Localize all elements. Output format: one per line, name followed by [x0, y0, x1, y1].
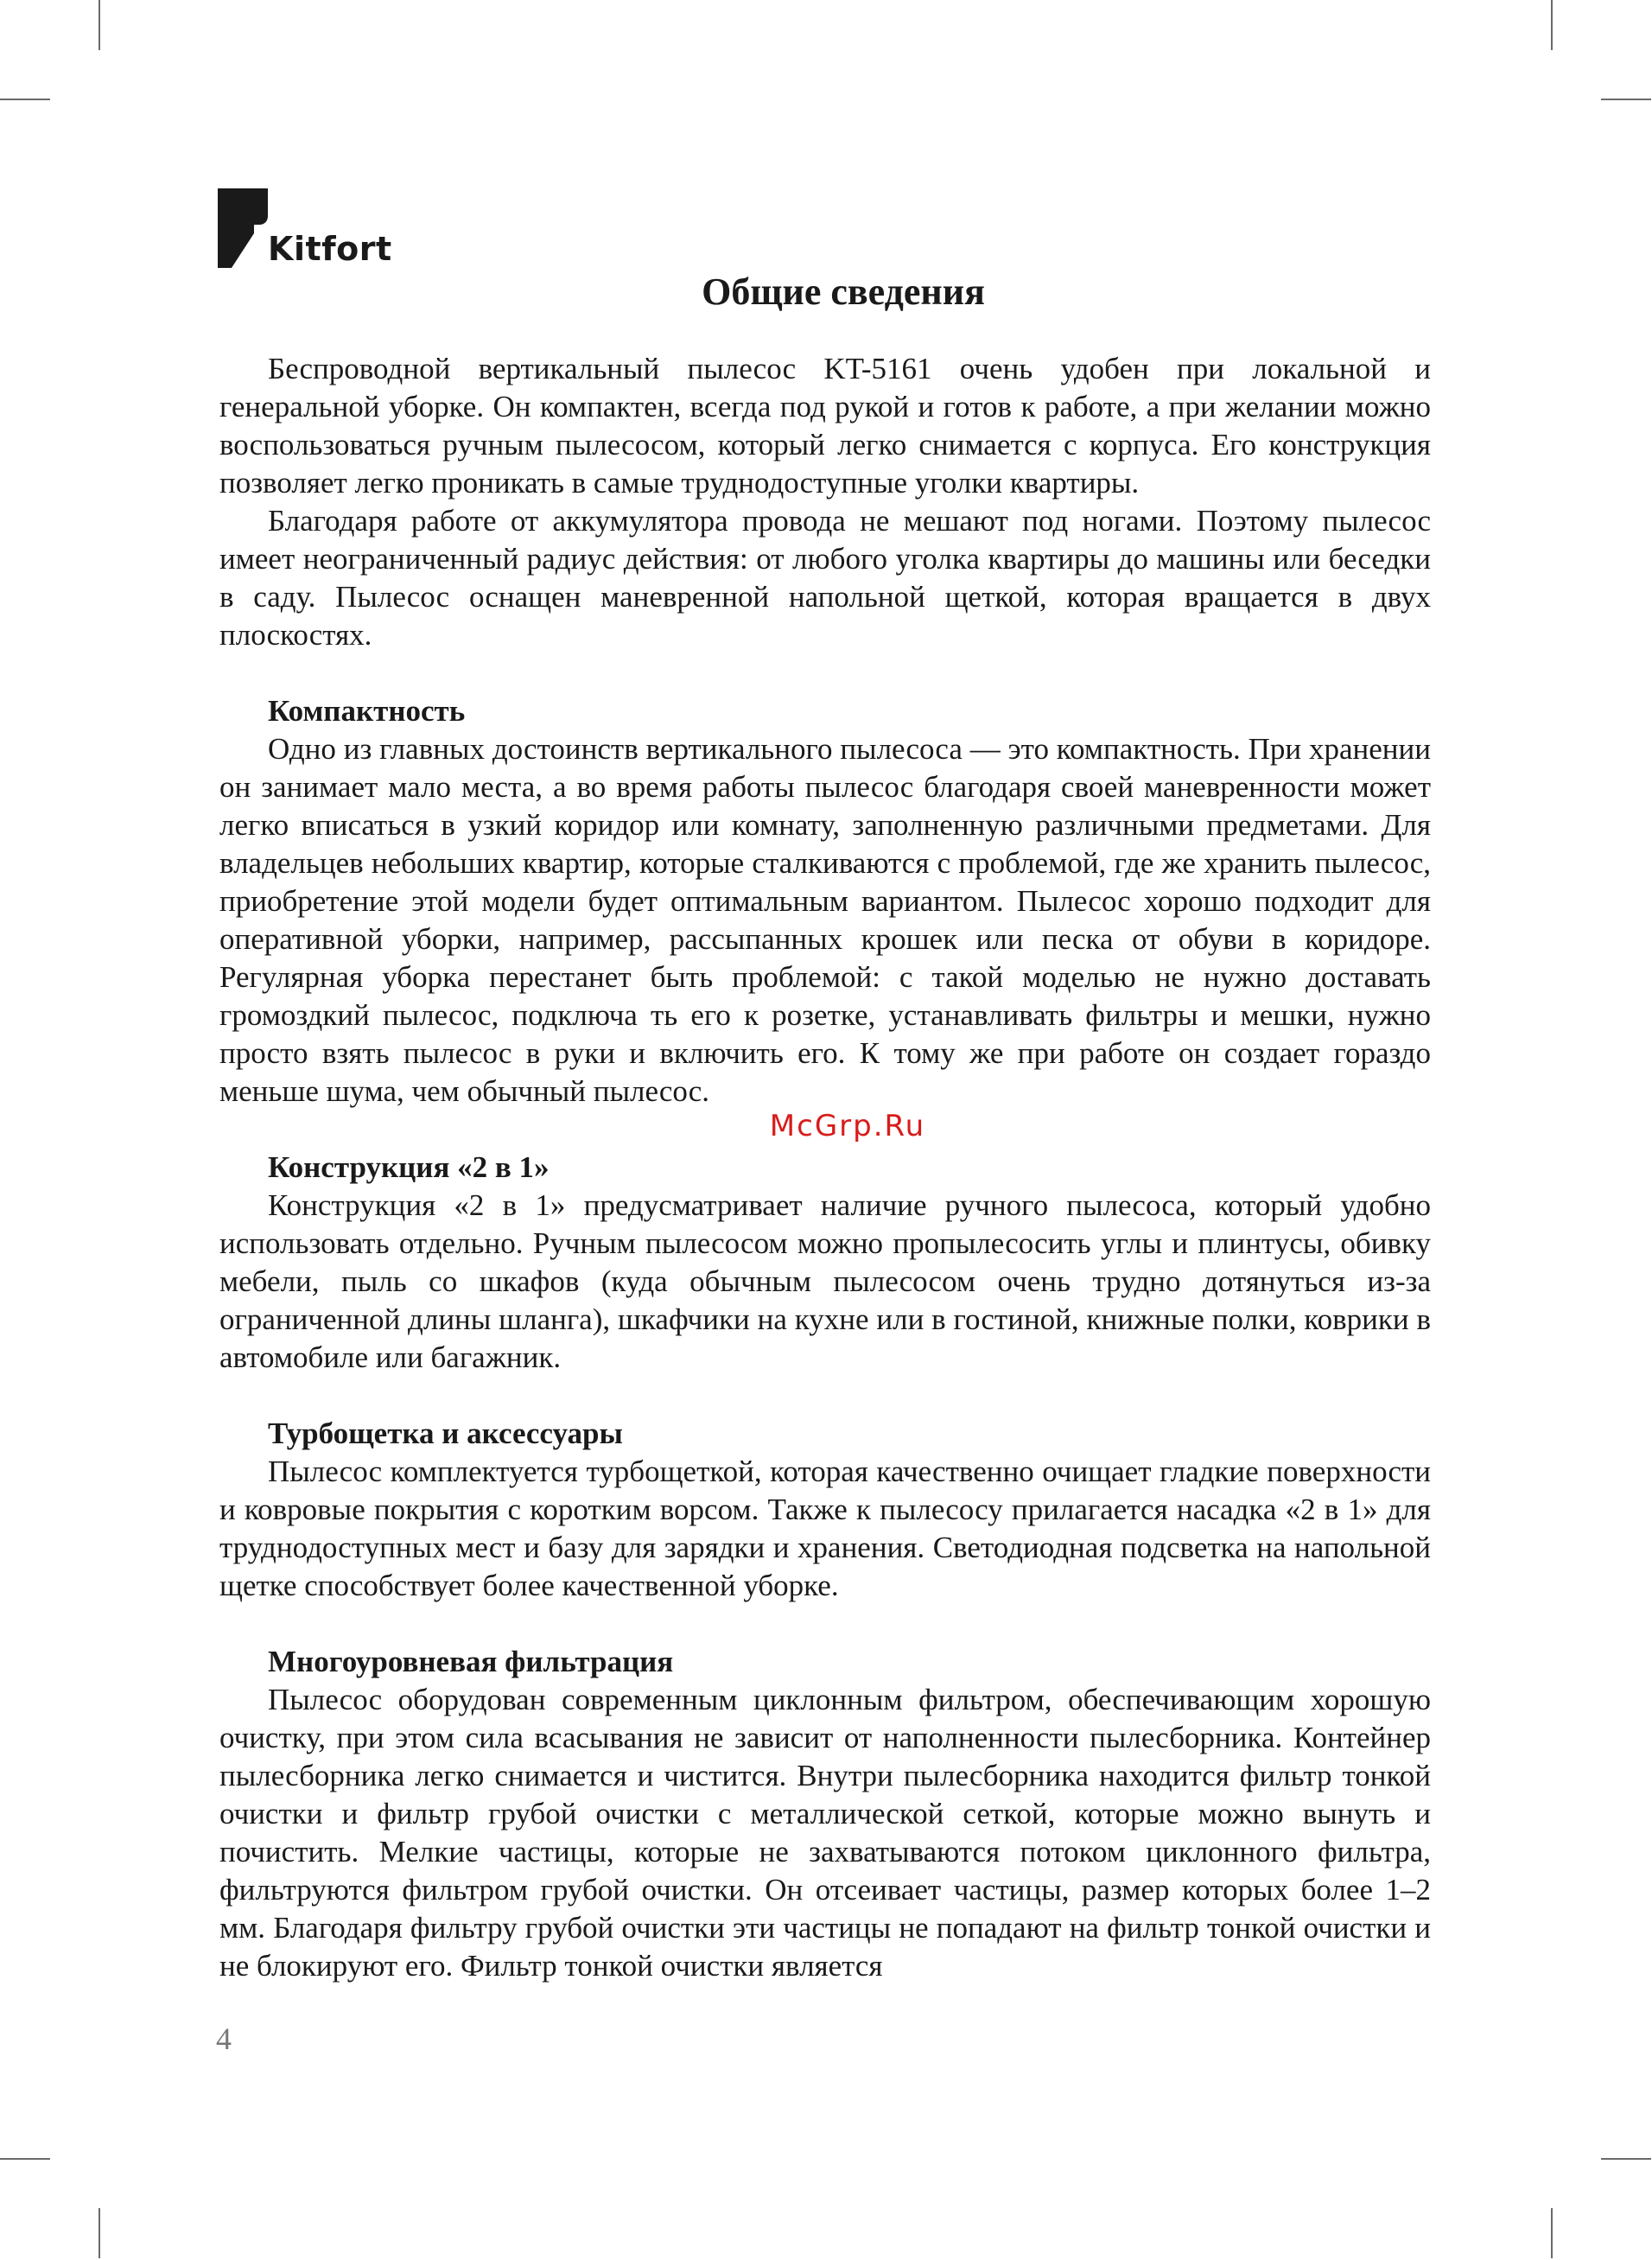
brand-logo	[218, 188, 391, 271]
section-text-compactness: Одно из главных достоинств вертикального пылесоса — это компактность. При хранении он занимает мало места, а во время работы пылесос благодаря своей маневренности может легко вписаться в узкий коридор или комнату, заполненную различными предметами. Для владельцев небольших квартир, которые сталкиваются с проблемой, где же хранить пылесос, приобретение этой модели будет оптимальным вариантом. Пылесос хорошо подходит для оперативной уборки, например, рассыпанных крошек или песка от обуви в коридоре. Регулярная уборка перестанет быть проблемой: с такой моделью не нужно доставать громоздкий пылесос, подключа ть его к розетке, устанавливать фильтры и мешки, нужно просто взять пылесос в руки и включить его. К тому же при работе он создает гораздо меньше шума, чем обычный пылесос.	[219, 732, 1431, 1108]
section-text-filtration: Пылесос оборудован современным циклонным фильтром, обеспечивающим хорошую очистку, при этом сила всасывания не зависит от наполненности пылесборника. Контейнер пылесборника легко снимается и чистится. Внутри пылесборника находится фильтр тонкой очистки и фильтр грубой очистки с металлической сеткой, которые можно вынуть и почистить. Мелкие частицы, которые не захватываются потоком циклонного фильтра, фильтруются фильтром грубой очистки. Он отсеивает частицы, размер которых более 1–2 мм. Благодаря фильтру грубой очистки эти частицы не попадают на фильтр тонкой очистки и не блокируют его. Фильтр тонкой очистки является	[219, 1683, 1431, 1983]
page-number: 4	[216, 2021, 232, 2056]
section-heading-2in1: Конструкция «2 в 1»	[268, 1150, 550, 1184]
crop-mark-top-left-v	[98, 0, 100, 50]
section-heading-compactness: Компактность	[268, 694, 466, 728]
document-body	[219, 350, 1431, 1985]
section-heading-filtration: Многоуровневая фильтрация	[268, 1645, 674, 1678]
crop-mark-top-right-v	[1551, 0, 1553, 50]
section-text-turbo-brush: Пылесос комплектуется турбощеткой, которая качественно очищает гладкие поверхности и ковровые покрытия с коротким ворсом. Также к пылесосу прилагается насадка «2 в 1» для труднодоступных мест и базу для зарядки и хранения. Светодиодная подсветка на напольной щетке способствует более качественной уборке.	[219, 1455, 1431, 1602]
crop-mark-top-right-h	[1601, 99, 1651, 100]
section-text-2in1: Конструкция «2 в 1» предусматривает наличие ручного пылесоса, который удобно использовать отдельно. Ручным пылесосом можно пропылесосить углы и плинтусы, обивку мебели, пыль со шкафов (куда обычным пылесосом очень трудно дотянуться из-за ограниченной длины шланга), шкафчики на кухне или в гостиной, книжные полки, коврики в автомобиле или багажник.	[219, 1188, 1431, 1374]
section-heading-turbo-brush: Турбощетка и аксессуары	[268, 1416, 623, 1450]
crop-mark-bottom-right-h	[1601, 2158, 1651, 2160]
crop-mark-bottom-right-v	[1551, 2208, 1553, 2258]
crop-mark-bottom-left-v	[98, 2208, 100, 2258]
intro-paragraph-1: Беспроводной вертикальный пылесос KT-5161 очень удобен при локальной и генеральной уборке. Он компактен, всегда под рукой и готов к работе, а при желании можно воспользоваться ручным пылесосом, который легко снимается с корпуса. Его конструкция позволяет легко проникать в самые труднодоступные уголки квартиры.	[219, 352, 1431, 500]
brand-name: Kitfort	[268, 230, 392, 268]
intro-paragraph-2: Благодаря работе от аккумулятора провода не мешают под ногами. Поэтому пылесос имеет неограниченный радиус действия: от любого уголка квартиры до машины или беседки в саду. Пылесос оснащен маневренной напольной щеткой, которая вращается в двух плоскостях.	[219, 504, 1431, 652]
crop-mark-bottom-left-h	[0, 2158, 50, 2160]
crop-mark-top-left-h	[0, 99, 50, 100]
watermark: McGrp.Ru	[769, 1109, 926, 1143]
kitfort-logo-icon	[218, 188, 268, 268]
page-title: Общие сведения	[702, 271, 985, 313]
